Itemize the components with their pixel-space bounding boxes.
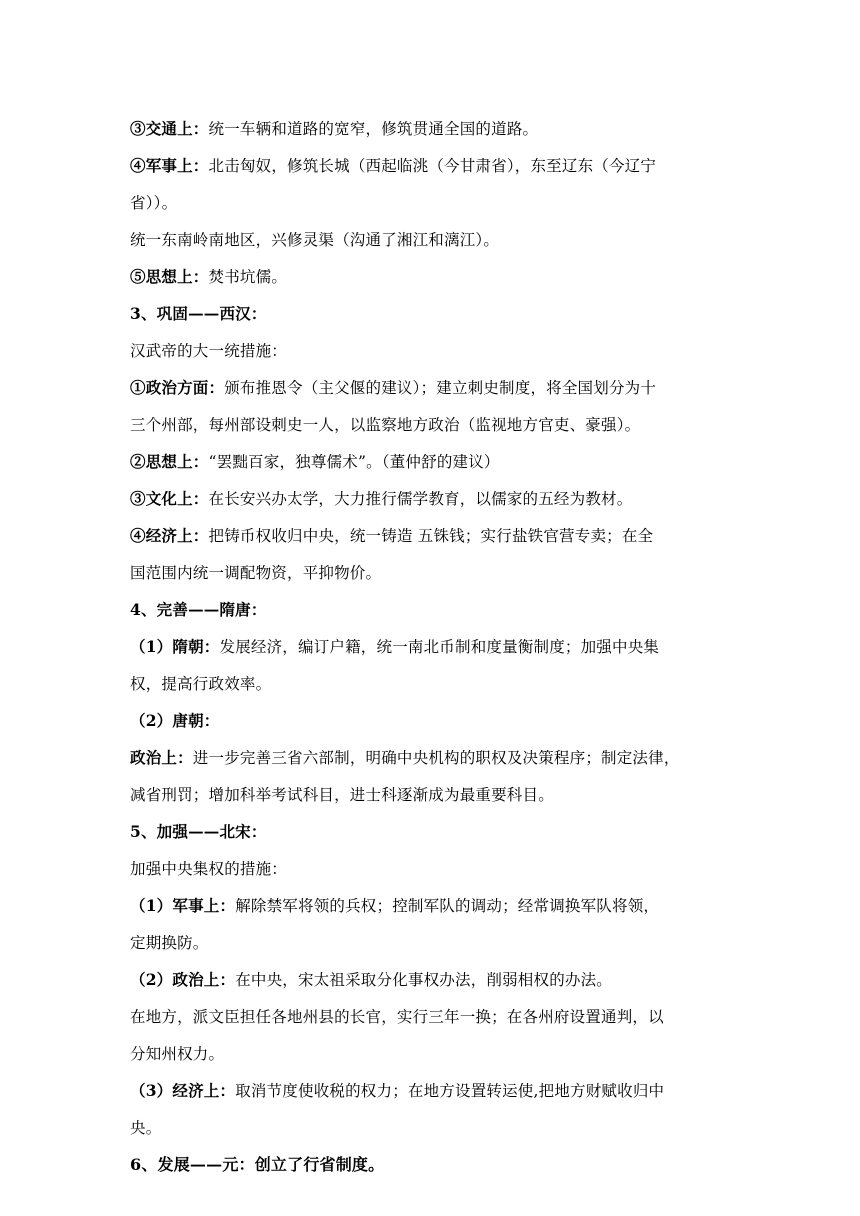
text-line (130, 743, 730, 773)
line-text: 加强中央集权的措施： (130, 860, 288, 878)
bold-heading: 4、完善——隋唐： (130, 600, 267, 619)
text-line (130, 1076, 730, 1106)
line-text: 定期换防。 (130, 934, 209, 952)
text-line (130, 225, 730, 255)
bold-heading: （2）唐朝： (130, 711, 220, 730)
line-text: 统一东南岭南地区，兴修灵渠（沟通了湘江和漓江）。 (130, 231, 500, 249)
line-text: 在长安兴办太学，大力推行儒学教育，以儒家的五经为教材。 (208, 490, 633, 508)
line-text: 国范围内统一调配物资，平抑物价。 (130, 564, 382, 582)
line-text: 权，提高行政效率。 (130, 675, 272, 693)
text-line (130, 669, 730, 699)
bold-heading: （2）政治上： (130, 970, 236, 989)
text-line (130, 1002, 730, 1032)
line-text: 在中央，宋太祖采取分化事权办法，削弱相权的办法。 (235, 971, 612, 989)
bold-heading: （1）军事上： (130, 896, 236, 915)
bold-heading: （1）隋朝： (130, 637, 220, 656)
text-line (130, 928, 730, 958)
text-line (130, 891, 730, 921)
line-text: 统一车辆和道路的宽窄，修筑贯通全国的道路。 (208, 120, 539, 138)
line-text: 进一步完善三省六部制，明确中央机构的职权及决策程序；制定法律， (192, 749, 680, 767)
section-heading (130, 1150, 730, 1180)
text-line (130, 410, 730, 440)
bold-heading: 3、巩固——西汉： (130, 304, 267, 323)
bold-heading: ⑤思想上： (130, 267, 209, 286)
text-line (130, 965, 730, 995)
line-text: 发展经济，编订户籍，统一南北币制和度量衡制度；加强中央集 (219, 638, 660, 656)
line-text: 解除禁军将领的兵权；控制军队的调动；经常调换军队将领， (235, 897, 660, 915)
text-line (130, 854, 730, 884)
text-line (130, 558, 730, 588)
text-line (130, 447, 730, 477)
text-line (130, 780, 730, 810)
line-text: 在地方，派文臣担任各地州县的长官，实行三年一换；在各州府设置通判，以 (130, 1008, 664, 1026)
bold-heading: ②思想上： (130, 452, 209, 471)
bold-heading: （3）经济上： (130, 1081, 236, 1100)
bold-heading: ③文化上： (130, 489, 209, 508)
text-line (130, 632, 730, 662)
text-line (130, 373, 730, 403)
line-text: 减省刑罚；增加科举考试科目，进士科逐渐成为最重要科目。 (130, 786, 554, 804)
text-line (130, 484, 730, 514)
bold-heading: ③交通上： (130, 119, 209, 138)
text-line (130, 188, 730, 218)
bold-heading: ④经济上： (130, 526, 209, 545)
text-line (130, 114, 730, 144)
line-text: 三个州部，每州部设刺史一人，以监察地方政治（监视地方官吏、豪强）。 (130, 416, 641, 434)
line-text: 颁布推恩令（主父偃的建议）；建立刺史制度，将全国划分为十 (224, 379, 657, 397)
line-text: 分知州权力。 (130, 1045, 225, 1063)
line-text: 焚书坑儒。 (208, 268, 288, 286)
section-heading (130, 595, 730, 625)
line-text: 央。 (130, 1119, 162, 1137)
line-text: 汉武帝的大一统措施： (130, 342, 288, 360)
line-text: 把铸币权收归中央，统一铸造 五铢钱；实行盐铁官营专卖；在全 (208, 527, 654, 545)
text-line (130, 521, 730, 551)
line-text: 省））。 (130, 194, 178, 212)
line-text: “罢黜百家，独尊儒术”。（董仲舒的建议） (208, 453, 500, 471)
bold-heading: ④军事上： (130, 156, 209, 175)
section-heading (130, 299, 730, 329)
document-page (130, 114, 730, 1187)
section-heading (130, 817, 730, 847)
text-line (130, 1113, 730, 1143)
bold-heading: 5、加强——北宋： (130, 822, 267, 841)
text-line (130, 706, 730, 736)
text-line (130, 262, 730, 292)
bold-heading: 政治上： (130, 748, 193, 767)
text-line (130, 151, 730, 181)
line-text: 北击匈奴，修筑长城（西起临洮（今甘肃省），东至辽东（今辽宁 (208, 157, 657, 175)
text-line (130, 336, 730, 366)
line-text: 取消节度使收税的权力；在地方设置转运使,把地方财赋收归中 (235, 1082, 665, 1100)
bold-heading: ①政治方面： (130, 378, 225, 397)
text-line (130, 1039, 730, 1069)
bold-heading: 6、发展——元：创立了行省制度。 (130, 1155, 385, 1174)
